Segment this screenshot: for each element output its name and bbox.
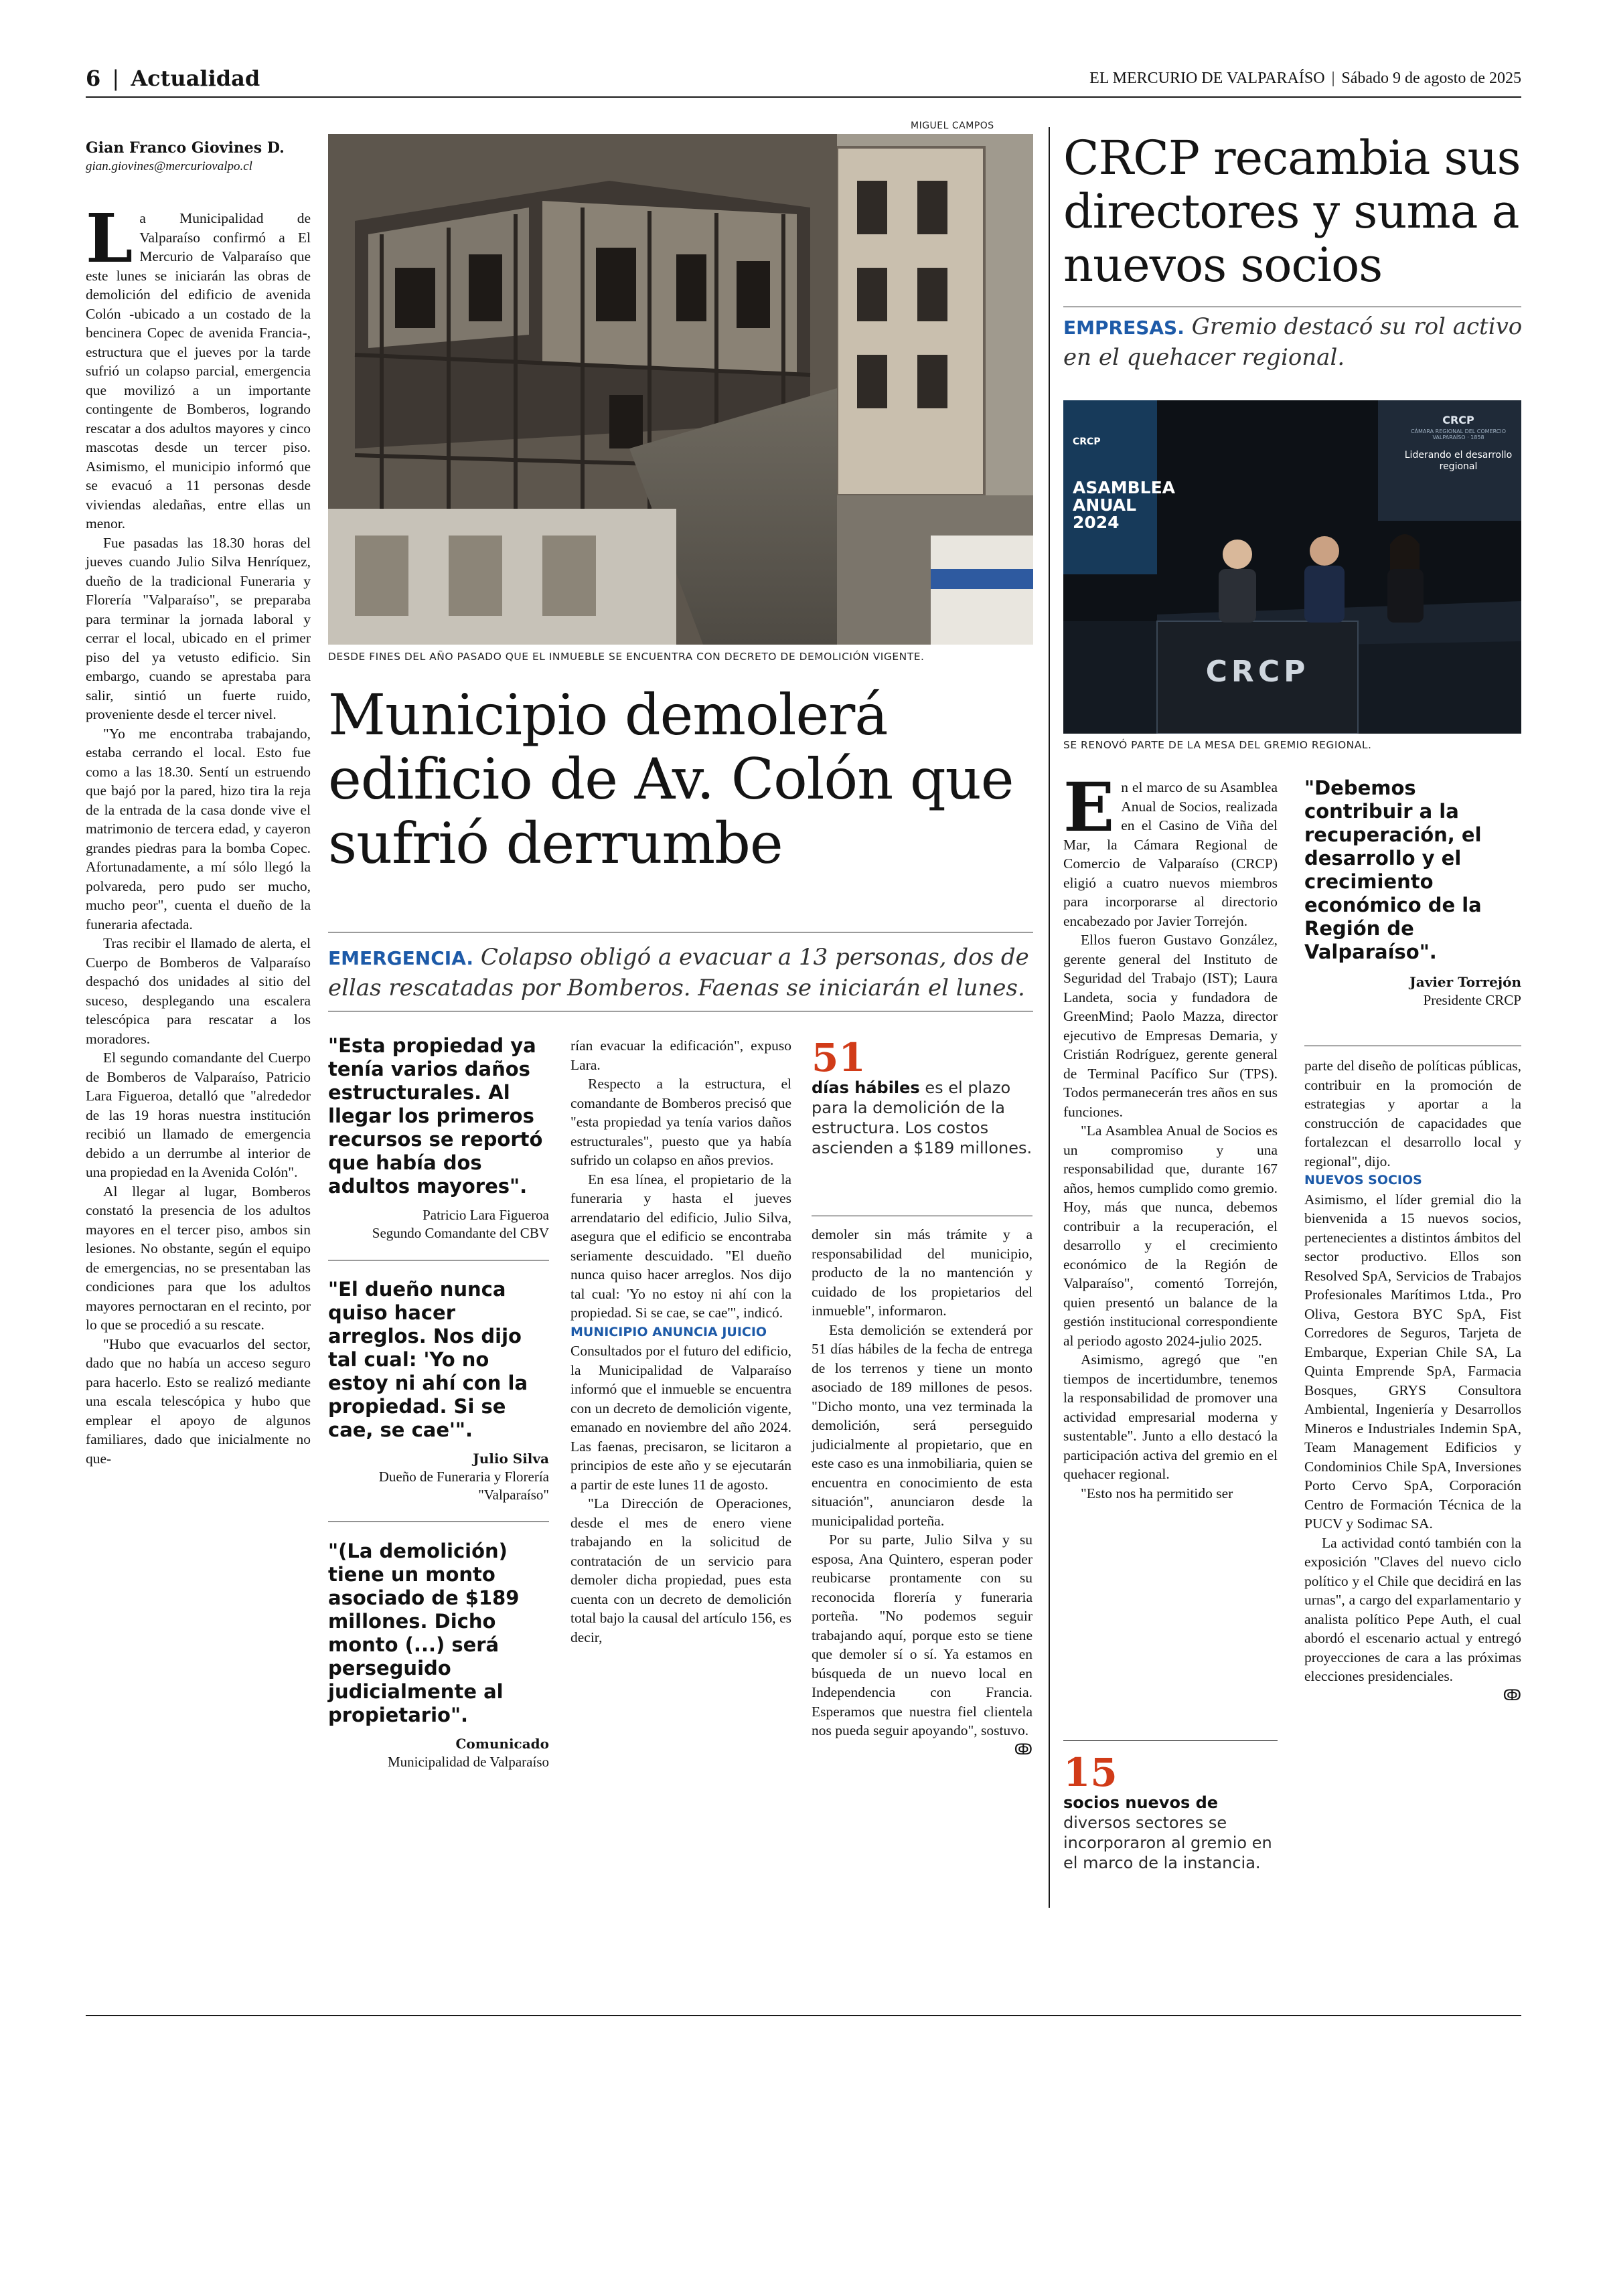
fact-number: 15 xyxy=(1063,1750,1118,1795)
author-name: Gian Franco Giovines D. xyxy=(86,139,285,157)
quote-name: Patricio Lara Figueroa xyxy=(423,1207,549,1223)
article2-photo-caption: SE RENOVÓ PARTE DE LA MESA DEL GREMIO REGIONAL. xyxy=(1063,739,1372,751)
quote-text: "(La demolición) tiene un monto asociado de $189 millones. Dicho monto (...) será perseguido judicialmente al propietario". xyxy=(328,1540,520,1726)
paragraph: n el marco de su Asamblea Anual de Socios, realizada en el Casino de Viña del Mar, la Cámara Regional de Comercio de Valparaíso (CRCP) eligió a cuatro nuevos miembros para incorporarse al directorio encabezado por Javier Torrejón. xyxy=(1063,779,1278,929)
photo-caption: DESDE FINES DEL AÑO PASADO QUE EL INMUEBLE SE ENCUENTRA CON DECRETO DE DEMOLICIÓN VIGENTE. xyxy=(328,651,925,663)
quote-name: Comunicado xyxy=(455,1736,549,1752)
fact-number: 51 xyxy=(812,1035,866,1080)
subheading: NUEVOS SOCIOS xyxy=(1304,1173,1422,1187)
paragraph: Consultados por el futuro del edificio, la Municipalidad de Valparaíso informó que el inmueble se encuentra con un decreto de demolición vigente, emanado en noviembre del año 2024. Las faenas, precisaron, se licitaron a principios de este año y se ejecutarán a partir de este lunes 11 de agosto. xyxy=(570,1343,791,1493)
quote-name: Julio Silva xyxy=(473,1451,549,1467)
quote-text: "Esta propiedad ya tenía varios daños estructurales. Al llegar los primeros recursos se reportó que había dos adultos mayores". xyxy=(328,1034,543,1198)
paragraph: "Yo me encontraba trabajando, estaba cerrando el local. Esto fue como a las 18.30. Sentí un estruendo que bajó por la pared, hizo tira la reja de la entrada de la casa donde vive el matrimonio de tercera edad, y cayeron grandes piedras para la bomba Copec. Afortunadamente, a mí sólo llegó la polvareda, pero pudo ser mucho, mucho peor", cuenta el dueño de la funeraria afectada. xyxy=(86,725,311,932)
quote-attribution xyxy=(328,1735,549,1771)
pull-quote xyxy=(328,1034,549,1242)
dropcap: L xyxy=(86,199,133,278)
paragraph: parte del diseño de políticas públicas, contribuir en la promoción de estrategias y aportar a la construcción de capacidades que fortalezcan el desarrollo local y regional", dijo. xyxy=(1304,1058,1521,1169)
end-mark-icon: ↂ xyxy=(1503,1687,1521,1704)
headline: Municipio demolerá edificio de Av. Colón que sufrió derrumbe xyxy=(328,682,1014,876)
paragraph: La actividad contó también con la exposición "Claves del nuevo ciclo político y el Chile que decidirá en las urnas", a cargo del exparlamentario y analista político Pepe Auth, el cual abordó el escenario actual y entregó proyecciones de cara a las próximas elecciones presidenciales. xyxy=(1304,1534,1521,1684)
paragraph: Fue pasadas las 18.30 horas del jueves cuando Julio Silva Henríquez, dueño de la tradicional Funeraria y Florería "Valparaíso", se preparaba para terminar la jornada laboral y cerrar el local, ubicado en el primer piso del ya vetusto edificio. Sin embargo, cuando se aprestaba para salir, sintió un fuerte ruido, proveniente desde el tercer nivel. xyxy=(86,534,311,722)
issue-date: Sábado 9 de agosto de 2025 xyxy=(1341,70,1521,87)
quote-name: Javier Torrejón xyxy=(1409,974,1521,990)
byline xyxy=(86,139,313,174)
author-email[interactable]: gian.giovines@mercuriovalpo.cl xyxy=(86,159,252,173)
lead-text: Colapso obligó a evacuar a 13 personas, dos de ellas rescatadas por Bomberos. Faenas se iniciarán el lunes. xyxy=(328,944,1029,1001)
paragraph: El segundo comandante del Cuerpo de Bomberos de Valparaíso, Patricio Lara Figueroa, detalló que "alrededor de las 19 horas nuestra institución recibió un llamado de emergencia debido a un derrumbe al interior de una propiedad en la Avenida Colón". xyxy=(86,1050,311,1180)
paragraph: Al llegar al lugar, Bomberos constató la presencia de los adultos mayores en el tercer piso, ambos sin lesiones. No obstante, según el equipo de emergencias, no se presentaban las condiciones para que los adultos mayores pernoctaran en el recinto, por lo que se procedió a su rescate. xyxy=(86,1183,311,1333)
banner-logo: CRCP xyxy=(1073,436,1101,447)
article2-column1 xyxy=(1063,768,1278,1503)
paragraph: Asimismo, agregó que "en tiempos de incertidumbre, tenemos la responsabilidad de promover una actividad empresarial moderna y sustentable". Junto a ello destacó la participación activa del gremio en el quehacer regional. xyxy=(1063,1351,1278,1482)
fact-bold: socios nuevos de xyxy=(1063,1793,1219,1812)
paragraph: Por su parte, Julio Silva y su esposa, Ana Quintero, esperan poder reubicarse prontamente con su reconocida florería y funeraria porteña. "No podemos seguir trabajando aquí, porque esto se tiene que demoler sí o sí. Ya estamos en búsqueda de un nuevo local en Independencia con Francia. Esperamos que nuestra fiel clientela nos pueda seguir apoyando", sostuvo. xyxy=(812,1532,1032,1738)
footer-rule xyxy=(86,2015,1521,2016)
page-header-left: 6 | Actualidad xyxy=(86,66,260,91)
building-photo xyxy=(328,134,1033,645)
fact-text: diversos sectores se incorporaron al gremio en el marco de la instancia. xyxy=(1063,1813,1272,1872)
paragraph: "La Asamblea Anual de Socios es un compromiso y una responsabilidad que, durante 167 años, hemos cumplido como gremio. Hoy, más que nunca, debemos contribuir a la recuperación, el desarrollo y el crecimiento económico de la Región de Valparaíso", comentó Torrejón, quien presentó un balance de la gestión institucional correspondiente al periodo agosto 2024-julio 2025. xyxy=(1063,1123,1278,1349)
article2-fact-box xyxy=(1063,1752,1278,1873)
fact-box xyxy=(812,1035,1032,1158)
page-header-right: EL MERCURIO DE VALPARAÍSO | Sábado 9 de agosto de 2025 xyxy=(1089,70,1521,87)
quote-role: Segundo Comandante del CBV xyxy=(372,1225,549,1241)
quote-role: Dueño de Funeraria y Florería "Valparaíso" xyxy=(378,1469,549,1503)
screen-subtitle: CÁMARA REGIONAL DEL COMERCIO VALPARAÍSO · 1858 xyxy=(1410,428,1507,440)
paragraph: "Esto nos ha permitido ser xyxy=(1081,1485,1233,1501)
paragraph: "Hubo que evacuarlos del sector, dado que no había un acceso seguro para hacerlo. Esto se realizó mediante una escala telescópica y hubo que emplear el apoyo de algunos familiares, dado que inicialmente no que- xyxy=(86,1335,311,1467)
page-number: 6 xyxy=(86,66,101,91)
subheading: MUNICIPIO ANUNCIA JUICIO xyxy=(570,1324,767,1339)
quote-attribution xyxy=(1304,973,1521,1009)
paragraph: Asimismo, el líder gremial dio la bienvenida a 15 nuevos socios, pertenecientes a distintos ámbitos del sector productivo. Ellos son Resolved SpA, Servicios de Trabajos Profesionales Marítimos Ltda., Pro Oliva, Gestora BYC SpA, Fist Corredores de Seguros, Tarjeta de Embarque, Experian Chile SA, La Quinta Emprende SpA, Farmacia Bosques, GRYS Consultora Ambiental, Ingeniería y Desarrollos Mineros e Industriales Indemin SpA, Team Management Edificios y Condominios Chile SpA, Inversiones Porto Cervo SpA, Corporación Centro de Formación Técnica de la PUCV y Sodimac SA. xyxy=(1304,1191,1521,1532)
paragraph: demoler sin más trámite y a responsabilidad del municipio, producto de la no mantención y cuidado de los propietarios del inmueble", informaron. xyxy=(812,1226,1032,1319)
quote-text: "Debemos contribuir a la recuperación, el desarrollo y el crecimiento económico de la Región de Valparaíso". xyxy=(1304,776,1482,963)
article1-column1 xyxy=(86,199,311,1468)
quote-attribution xyxy=(328,1450,549,1504)
building-photo-drawing xyxy=(328,134,1033,645)
article2-lead-block xyxy=(1063,312,1525,372)
section-name: Actualidad xyxy=(131,66,260,91)
screen-slogan: Liderando el desarrollo regional xyxy=(1404,450,1513,472)
kicker: EMERGENCIA. xyxy=(328,947,474,969)
article2-headline: CRCP recambia sus directores y suma a nuevos socios xyxy=(1063,131,1521,293)
header-rule xyxy=(86,96,1521,98)
article2-column2 xyxy=(1304,1056,1521,1706)
paragraph: Tras recibir el llamado de alerta, el Cuerpo de Bomberos de Valparaíso despachó dos unidades al sitio del suceso, desplegando una escalera telescópica para rescatar a los moradores. xyxy=(86,935,311,1047)
article1-column3 xyxy=(570,1036,791,1647)
quote-role: Presidente CRCP xyxy=(1423,992,1521,1008)
pull-quote xyxy=(328,1540,549,1771)
article-separator xyxy=(1049,127,1050,1908)
photo-credit: MIGUEL CAMPOS xyxy=(911,120,994,131)
paragraph: En esa línea, el propietario de la funeraria y hasta el jueves arrendatario del edificio, Julio Silva, asegura que el edificio se encontraba seriamente descuidado. "El dueño nunca quiso hacer arreglos. Nos dijo tal cual: 'Yo no estoy ni ahí con la propiedad. Si se cae, se cae'", indicó. xyxy=(570,1171,791,1321)
end-mark-icon: ↂ xyxy=(1014,1741,1032,1758)
quote-column xyxy=(328,1034,549,1771)
paragraph: "La Dirección de Operaciones, desde el mes de enero viene trabajando en la solicitud de contratación de un servicio para demoler dicha propiedad, pues esta cuenta con un decreto de demolición total bajo la causal del artículo 156, es decir, xyxy=(570,1495,791,1645)
fact-rule xyxy=(1063,1740,1278,1741)
banner-title: ASAMBLEA ANUAL 2024 xyxy=(1073,478,1175,532)
quote-role: Municipalidad de Valparaíso xyxy=(387,1754,549,1770)
pull-quote xyxy=(328,1278,549,1504)
fact-text: es el plazo para la demolición de la estructura. Los costos ascienden a $189 millones. xyxy=(812,1078,1032,1157)
dropcap: E xyxy=(1063,768,1115,847)
article2-quote xyxy=(1304,776,1521,1009)
quote-text: "El dueño nunca quiso hacer arreglos. Nos dijo tal cual: 'Yo no estoy ni ahí con la propiedad. Si se cae, se cae'". xyxy=(328,1278,528,1441)
lead-block xyxy=(328,942,1038,1003)
paragraph: Esta demolición se extenderá por 51 días hábiles de la fecha de entrega de los terrenos y tiene un monto asociado de 189 millones de pesos. "Dicho monto, una vez terminada la demolición, será perseguido judicialmente al propietario, que en este caso es una inmobiliaria, quien se encuentra en conocimiento de esta situación", anunciaron desde la municipalidad porteña. xyxy=(812,1321,1032,1529)
fact-bold: días hábiles xyxy=(812,1078,920,1097)
article2-lead-text: Gremio destacó su rol activo en el quehacer regional. xyxy=(1063,313,1523,371)
article2-kicker: EMPRESAS. xyxy=(1063,317,1184,339)
paragraph: Ellos fueron Gustavo González, gerente general del Instituto de Seguridad del Trabajo (IST); Laura Landeta, socia y fundadora de GreenMind; Paolo Mazza, director ejecutivo de Empresas Demaria, y Cristián Rodríguez, gerente general de Terminal Pacífico Sur (TPS). Todos permanecerán tres años en sus funciones. xyxy=(1063,932,1278,1120)
paragraph: rían evacuar la edificación", expuso Lara. xyxy=(570,1038,791,1073)
paragraph: Respecto a la estructura, el comandante de Bomberos precisó que "esta propiedad ya tenía varios daños estructurales", puesto que ya había sufrido un colapso en años previos. xyxy=(570,1076,791,1168)
paragraph: a Municipalidad de Valparaíso confirmó a El Mercurio de Valparaíso que este lunes se iniciarán las obras de demolición del edificio de avenida Colón -ubicado a un costado de la bencinera Copec de avenida Francia-, estructura que el jueves por la tarde sufrió un colapso parcial, emergencia que movilizó a un importante contingente de Bomberos, logrando rescatar a dos adultos mayores y cinco mascotas desde un tercer piso. Asimismo, el municipio informó que se evacuó a 11 personas desde viviendas aledañas, entre ellas un menor. xyxy=(86,210,311,531)
screen-logo: CRCP xyxy=(1442,414,1474,426)
assembly-photo xyxy=(1063,400,1521,734)
quote-attribution xyxy=(328,1206,549,1242)
podium-logo: CRCP xyxy=(1205,655,1310,689)
article1-column4 xyxy=(812,1225,1032,1760)
newspaper-name: EL MERCURIO DE VALPARAÍSO xyxy=(1089,70,1325,87)
